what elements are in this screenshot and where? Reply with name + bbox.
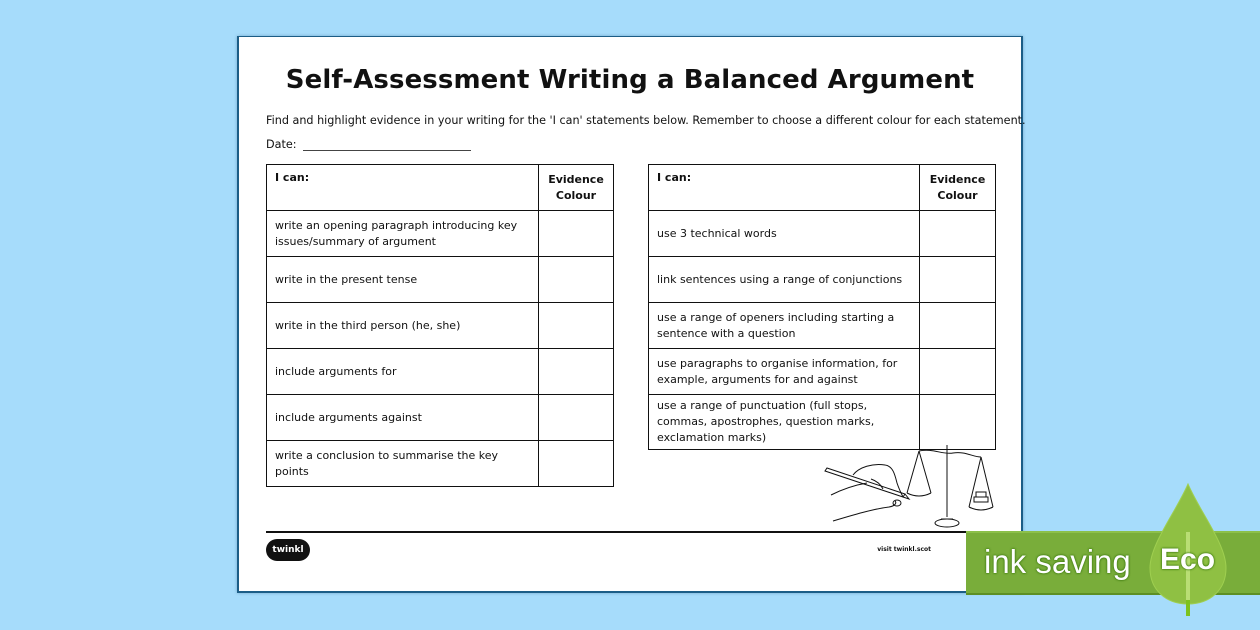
hand-writing-and-scales-icon [823, 445, 998, 529]
table-row [649, 211, 996, 257]
statement-cell: write an opening paragraph introducing key issues/summary of argument [267, 211, 539, 257]
table-row [267, 257, 614, 303]
table-header-row [267, 165, 614, 211]
evidence-cell[interactable] [920, 349, 996, 395]
statement-cell: include arguments against [267, 395, 539, 441]
evidence-cell[interactable] [539, 441, 614, 487]
worksheet-page [237, 36, 1026, 593]
statement-cell: write a conclusion to summarise the key points [267, 441, 539, 487]
table-row [267, 395, 614, 441]
header-evidence-colour: Evidence Colour [539, 165, 614, 211]
table-header-row [649, 165, 996, 211]
table-row [649, 349, 996, 395]
footer-divider [266, 531, 994, 533]
statement-cell: use a range of punctuation (full stops, commas, apostrophes, question marks, exclamation marks) [649, 395, 920, 450]
date-label: Date: [266, 138, 297, 151]
evidence-cell[interactable] [539, 395, 614, 441]
table-row [267, 441, 614, 487]
evidence-cell[interactable] [539, 257, 614, 303]
statement-cell: include arguments for [267, 349, 539, 395]
i-can-table-left [266, 164, 614, 487]
table-row [267, 349, 614, 395]
statement-cell: use 3 technical words [649, 211, 920, 257]
date-row [266, 138, 471, 151]
visit-link[interactable]: visit twinkl.scot [877, 546, 931, 553]
header-i-can: I can: [649, 165, 920, 211]
instructions-text: Find and highlight evidence in your writing for the 'I can' statements below. Remember to choose a different colour for each statement. [266, 114, 1026, 127]
evidence-cell[interactable] [539, 349, 614, 395]
table-row [267, 211, 614, 257]
header-evidence-colour: Evidence Colour [920, 165, 996, 211]
evidence-cell[interactable] [920, 303, 996, 349]
statement-cell: write in the present tense [267, 257, 539, 303]
table-row [649, 257, 996, 303]
evidence-cell[interactable] [920, 211, 996, 257]
evidence-cell[interactable] [539, 303, 614, 349]
table-row [649, 395, 996, 450]
eco-label: Eco [1160, 543, 1216, 576]
ink-saving-text: ink saving [984, 543, 1131, 580]
evidence-cell[interactable] [539, 211, 614, 257]
table-row [649, 303, 996, 349]
i-can-table-right [648, 164, 996, 450]
evidence-cell[interactable] [920, 395, 996, 450]
evidence-cell[interactable] [920, 257, 996, 303]
table-row [267, 303, 614, 349]
header-i-can: I can: [267, 165, 539, 211]
statement-cell: write in the third person (he, she) [267, 303, 539, 349]
statement-cell: use paragraphs to organise information, for example, arguments for and against [649, 349, 920, 395]
worksheet-title: Self-Assessment Writing a Balanced Argument [285, 65, 975, 95]
date-field[interactable] [303, 138, 471, 151]
statement-cell: link sentences using a range of conjunctions [649, 257, 920, 303]
statement-cell: use a range of openers including starting a sentence with a question [649, 303, 920, 349]
twinkl-logo: twinkl [266, 539, 310, 561]
